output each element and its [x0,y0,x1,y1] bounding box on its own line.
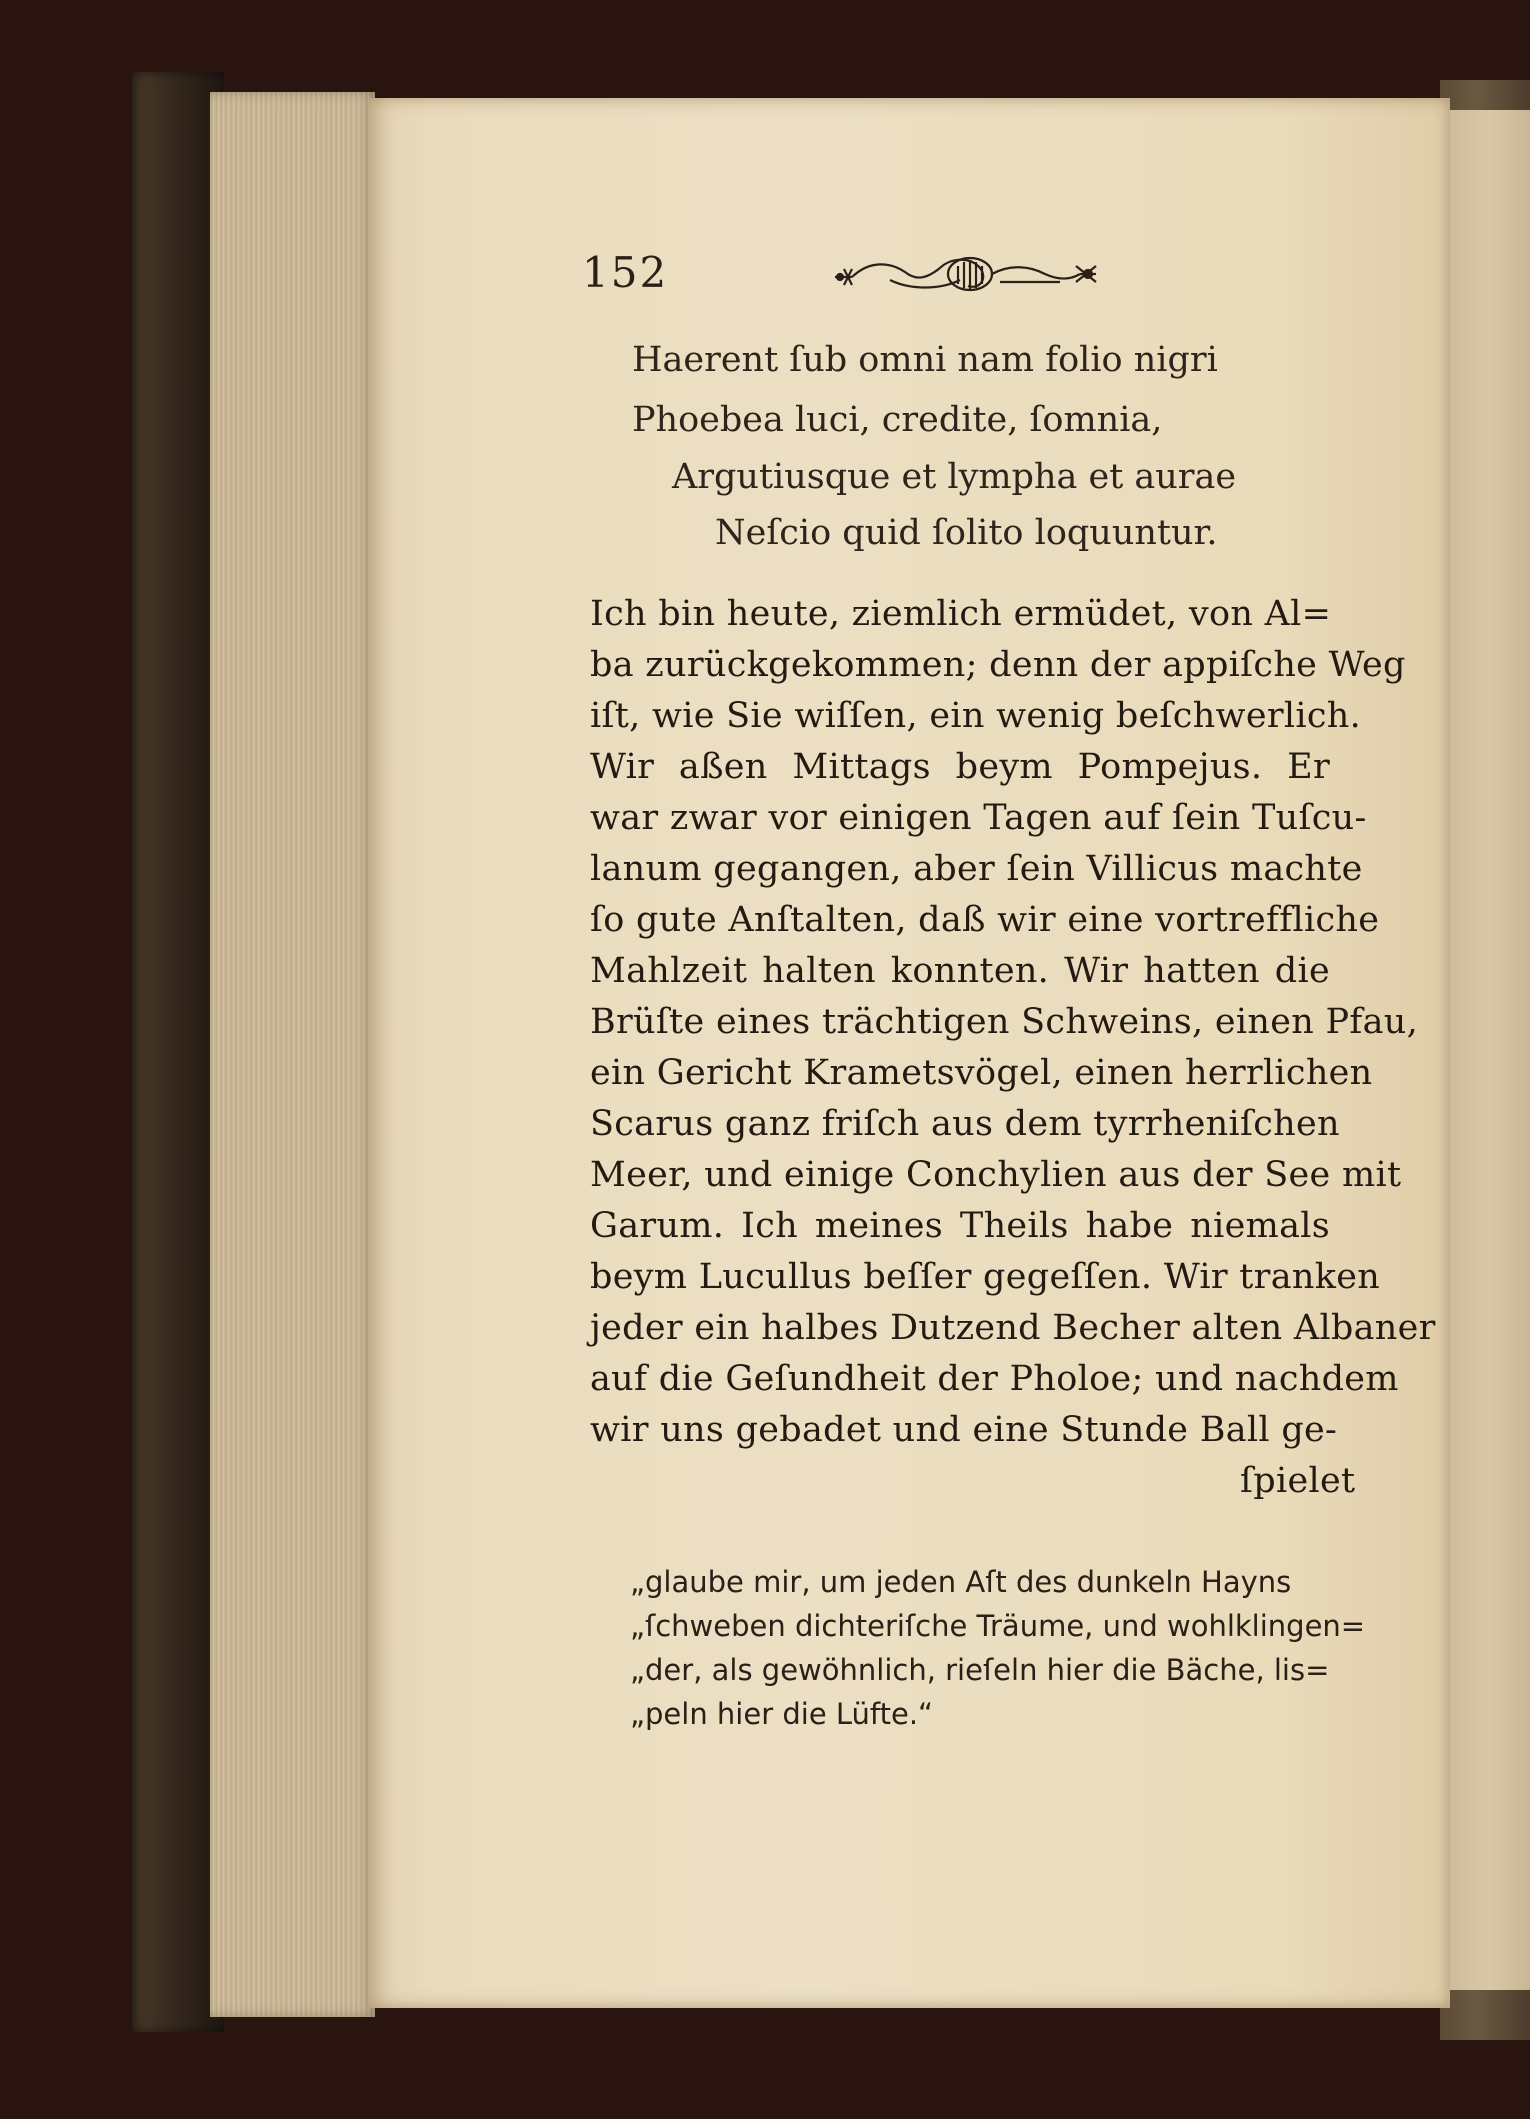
body-line: Ich bin heute, ziemlich ermüdet, von Al= [590,594,1332,634]
body-line: iſt, wie Sie wiſſen, ein wenig beſchwerlich. [590,696,1362,736]
verse-line-3: Argutiusque et lympha et aurae [672,457,1237,497]
body-line: Brüſte eines trächtigen Schweins, einen Pfau, [590,1002,1419,1042]
footnote-line: „peln hier die Lüfte.“ [630,1697,934,1731]
facing-page-edge [1445,110,1530,1990]
body-line: war zwar vor einigen Tagen auf ſein Tuſcu- [590,798,1367,838]
body-line: wir uns gebadet und eine Stunde Ball ge- [590,1410,1338,1450]
footnote-line: „ſchweben dichteriſche Träume, und wohlklingen= [630,1609,1366,1643]
page-stack-edge [210,92,375,2017]
body-line: jeder ein halbes Dutzend Becher alten Albaner [590,1308,1436,1348]
catchword: ſpielet [1240,1461,1356,1501]
verse-line-1: Haerent ſub omni nam folio nigri [632,340,1218,380]
verse-line-4: Neſcio quid ſolito loquuntur. [715,513,1218,553]
body-line: Meer, und einige Conchylien aus der See mit [590,1155,1402,1195]
body-line: ein Gericht Krametsvögel, einen herrlichen [590,1053,1373,1093]
verse-line-2: Phoebea luci, credite, ſomnia, [632,400,1163,440]
body-line: Garum. Ich meines Theils habe niemals [590,1206,1330,1246]
body-line: Mahlzeit halten konnten. Wir hatten die [590,951,1330,991]
body-line: ſo gute Anſtalten, daß wir eine vortreffliche [590,900,1380,940]
body-line: Scarus ganz friſch aus dem tyrrheniſchen [590,1104,1340,1144]
footnote-line: „glaube mir, um jeden Aſt des dunkeln Hayns [630,1565,1292,1599]
body-line: ba zurückgekommen; denn der appiſche Weg [590,645,1406,685]
footnote-line: „der, als gewöhnlich, rieſeln hier die Bäche, lis= [630,1653,1330,1687]
body-line: auf die Geſundheit der Pholoe; und nachdem [590,1359,1399,1399]
body-line: beym Lucullus beſſer gegeſſen. Wir tranken [590,1257,1381,1297]
ornament-vignette-icon [830,250,1100,300]
page-number: 152 [582,248,669,297]
body-line: Wir aßen Mittags beym Pompejus. Er [590,747,1330,787]
body-line: lanum gegangen, aber ſein Villicus machte [590,849,1363,889]
